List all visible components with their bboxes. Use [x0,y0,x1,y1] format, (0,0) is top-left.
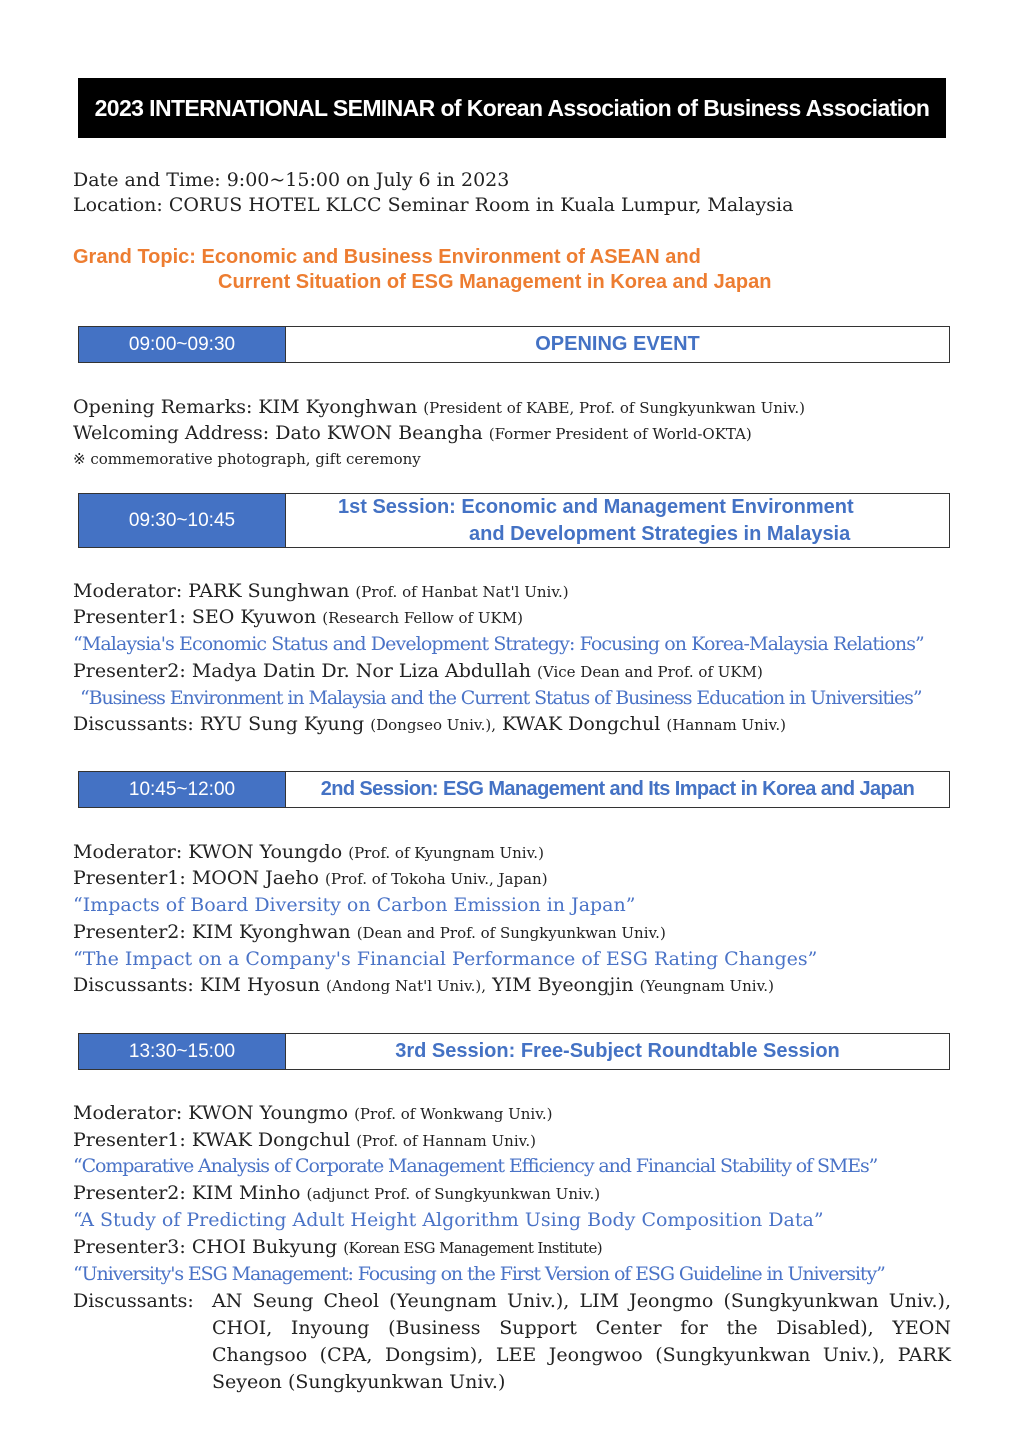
person-name: Presenter2: KIM Kyonghwan [73,921,351,943]
session2-discussants [73,973,774,998]
affiliation: (Prof. of Hanbat Nat'l Univ.) [355,583,569,601]
session-time: 10:45~12:00 [79,772,286,807]
affiliation: (Prof. of Hannam Univ.) [356,1132,536,1150]
session3-presenter1 [73,1128,536,1153]
date-time: Date and Time: 9:00~15:00 on July 6 in 2023 [73,169,510,191]
session3-moderator [73,1101,553,1126]
person-name: KWAK Dongchul [502,713,661,735]
session2-header [78,771,950,808]
session-title: 3rd Session: Free-Subject Roundtable Session [395,1040,840,1062]
affiliation: (Prof. of Kyungnam Univ.) [348,844,544,862]
affiliation: (Korean ESG Management Institute) [343,1239,602,1257]
session-title: OPENING EVENT [535,333,700,355]
session-title [286,494,949,547]
person-name: Moderator: KWON Youngdo [73,841,343,863]
session-title: 2nd Session: ESG Management and Its Impact in Korea and Japan [320,778,915,800]
session3-presenter2 [73,1181,600,1206]
session2-moderator [73,840,544,865]
person-name: Presenter1: KWAK Dongchul [73,1129,351,1151]
grand-topic-line2: Current Situation of ESG Management in Korea and Japan [218,271,772,293]
person-name: Moderator: PARK Sunghwan [73,580,350,602]
affiliation: (Yeungnam Univ.) [639,977,774,995]
affiliation: (Dean and Prof. of Sungkyunkwan Univ.) [356,924,666,942]
affiliation: (Prof. of Tokoha Univ., Japan) [325,870,548,888]
location: Location: CORUS HOTEL KLCC Seminar Room in Kuala Lumpur, Malaysia [73,194,794,216]
session3-paper1-title: “Comparative Analysis of Corporate Management Efficiency and Financial Stability of SMEs” [73,1155,878,1177]
discussants-label: Discussants: [73,1290,194,1312]
affiliation: (Dongseo Univ.), [370,716,496,734]
person-name: Presenter3: CHOI Bukyung [73,1236,338,1258]
session3-header [78,1033,950,1070]
session1-paper1-title: “Malaysia's Economic Status and Development Strategy: Focusing on Korea-Malaysia Relations” [73,633,924,655]
seminar-title: 2023 INTERNATIONAL SEMINAR of Korean Association of Business Association [78,78,946,138]
session-title-line2: and Development Strategies in Malaysia [469,522,851,545]
session2-paper2-title: “The Impact on a Company's Financial Performance of ESG Rating Changes” [73,948,818,970]
session-time: 09:00~09:30 [79,327,286,362]
person-name: Presenter2: KIM Minho [73,1182,301,1204]
affiliation: (Hannam Univ.) [666,716,786,734]
ceremony-note: ※ commemorative photograph, gift ceremony [73,450,421,468]
session1-paper2-title: “Business Environment in Malaysia and the Current Status of Business Education in Universities” [80,687,922,709]
person-name: Presenter2: Madya Datin Dr. Nor Liza Abdullah [73,660,531,682]
grand-topic-label: Grand Topic: [73,246,196,268]
person-name: Presenter1: MOON Jaeho [73,867,319,889]
grand-topic-line1: Economic and Business Environment of ASEAN and [201,246,701,268]
opening-remarks [73,395,805,420]
grand-topic [73,245,701,269]
session1-discussants [73,712,786,737]
session-time: 09:30~10:45 [79,494,286,547]
session2-presenter1 [73,866,548,891]
session1-presenter1 [73,605,523,630]
welcoming-address [73,421,752,446]
discussants-list: AN Seung Cheol (Yeungnam Univ.), LIM Jeongmo (Sungkyunkwan Univ.), CHOI, Inyoung (Business Support Center for the Disabled), YEON Changsoo (CPA, Dongsim), LEE Jeongwoo (Sungkyunkwan Univ.), PARK Seyeon (Sungkyunkwan Univ.) [212,1290,951,1393]
affiliation: (adjunct Prof. of Sungkyunkwan Univ.) [306,1185,601,1203]
session2-presenter2 [73,920,666,945]
person-name: Presenter1: SEO Kyuwon [73,606,317,628]
affiliation: (Prof. of Wonkwang Univ.) [354,1105,553,1123]
session2-paper1-title: “Impacts of Board Diversity on Carbon Emission in Japan” [73,894,636,916]
affiliation: (Vice Dean and Prof. of UKM) [537,663,763,681]
affiliation: (Former President of World-OKTA) [488,425,752,443]
session-title-line1: 1st Session: Economic and Management Environment [338,495,854,518]
session1-presenter2 [73,659,763,684]
person-name: Discussants: RYU Sung Kyung [73,713,365,735]
person-name: Opening Remarks: KIM Kyonghwan [73,396,418,418]
opening-event-header [78,326,950,363]
session3-presenter3 [73,1235,602,1260]
session1-moderator [73,579,569,604]
person-name: Discussants: KIM Hyosun [73,974,320,996]
person-name: Moderator: KWON Youngmo [73,1102,349,1124]
person-name: YIM Byeongjin [492,974,634,996]
affiliation: (President of KABE, Prof. of Sungkyunkwan Univ.) [423,399,805,417]
affiliation: (Andong Nat'l Univ.), [326,977,487,995]
session-time: 13:30~15:00 [79,1034,286,1069]
affiliation: (Research Fellow of UKM) [322,609,523,627]
session1-header [78,493,950,548]
person-name: Welcoming Address: Dato KWON Beangha [73,422,483,444]
session3-paper3-title: “University's ESG Management: Focusing on the First Version of ESG Guideline in University” [73,1263,885,1285]
session3-paper2-title: “A Study of Predicting Adult Height Algorithm Using Body Composition Data” [73,1209,824,1231]
